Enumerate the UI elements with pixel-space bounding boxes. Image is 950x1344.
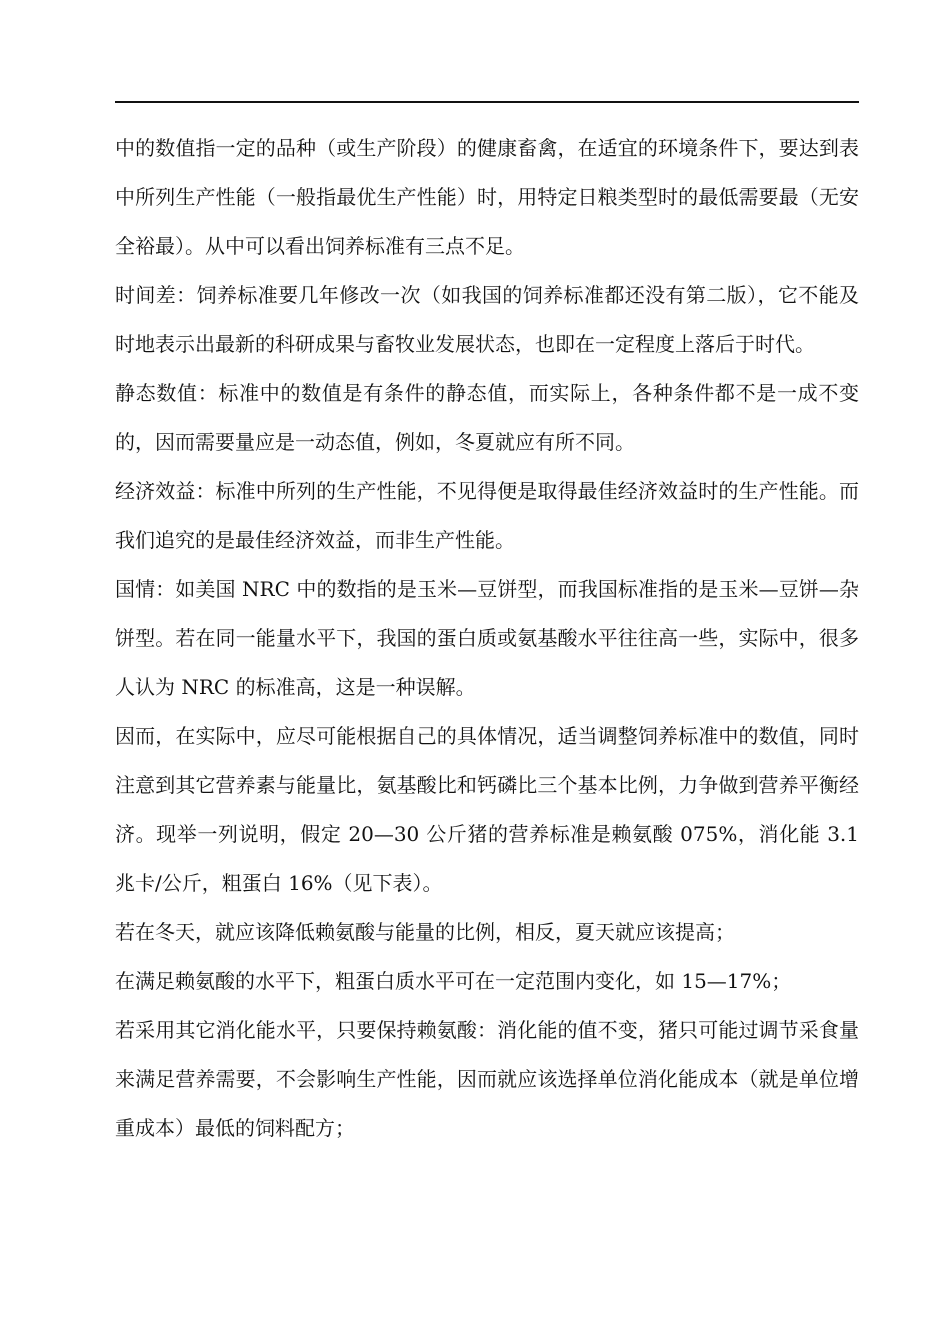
header-rule [115, 101, 859, 103]
paragraph-economic-benefit: 经济效益：标准中所列的生产性能，不见得便是取得最佳经济效益时的生产性能。而我们追究的是最佳经济效益，而非生产性能。 [115, 479, 859, 552]
paragraph-static-values: 静态数值：标准中的数值是有条件的静态值，而实际上，各种条件都不是一成不变的，因而需要量应是一动态值，例如，冬夏就应有所不同。 [115, 381, 859, 454]
paragraph-adjust-standard: 因而，在实际中，应尽可能根据自己的具体情况，适当调整饲养标准中的数值，同时注意到其它营养素与能量比，氨基酸比和钙磷比三个基本比例，力争做到营养平衡经济。现举一列说明，假定 20—30 公斤猪的营养标准是赖氨酸 075%，消化能 3.1 兆卡/公斤，粗蛋白 16%（见下表）。 [115, 724, 859, 895]
paragraph-national-conditions: 国情：如美国 NRC 中的数指的是玉米—豆饼型，而我国标准指的是玉米—豆饼—杂饼型。若在同一能量水平下，我国的蛋白质或氨基酸水平往往高一些，实际中，很多人认为 NRC 的标准高，这是一种误解。 [115, 577, 859, 699]
body-text [115, 124, 859, 1153]
paragraph-winter-summer: 若在冬天，就应该降低赖氨酸与能量的比例，相反，夏天就应该提高； [115, 920, 735, 944]
paragraph-energy-level: 若采用其它消化能水平，只要保持赖氨酸：消化能的值不变，猪只可能过调节采食量来满足营养需要，不会影响生产性能，因而就应该选择单位消化能成本（就是单位增重成本）最低的饲料配方； [115, 1018, 859, 1140]
paragraph-intro: 中的数值指一定的品种（或生产阶段）的健康畜禽，在适宜的环境条件下，要达到表中所列生产性能（一般指最优生产性能）时，用特定日粮类型时的最低需要最（无安全裕最）。从中可以看出饲养标准有三点不足。 [115, 136, 859, 258]
paragraph-time-lag: 时间差：饲养标准要几年修改一次（如我国的饲养标准都还没有第二版），它不能及时地表示出最新的科研成果与畜牧业发展状态，也即在一定程度上落后于时代。 [115, 283, 859, 356]
paragraph-crude-protein-range: 在满足赖氨酸的水平下，粗蛋白质水平可在一定范围内变化，如 15—17%； [115, 969, 792, 993]
